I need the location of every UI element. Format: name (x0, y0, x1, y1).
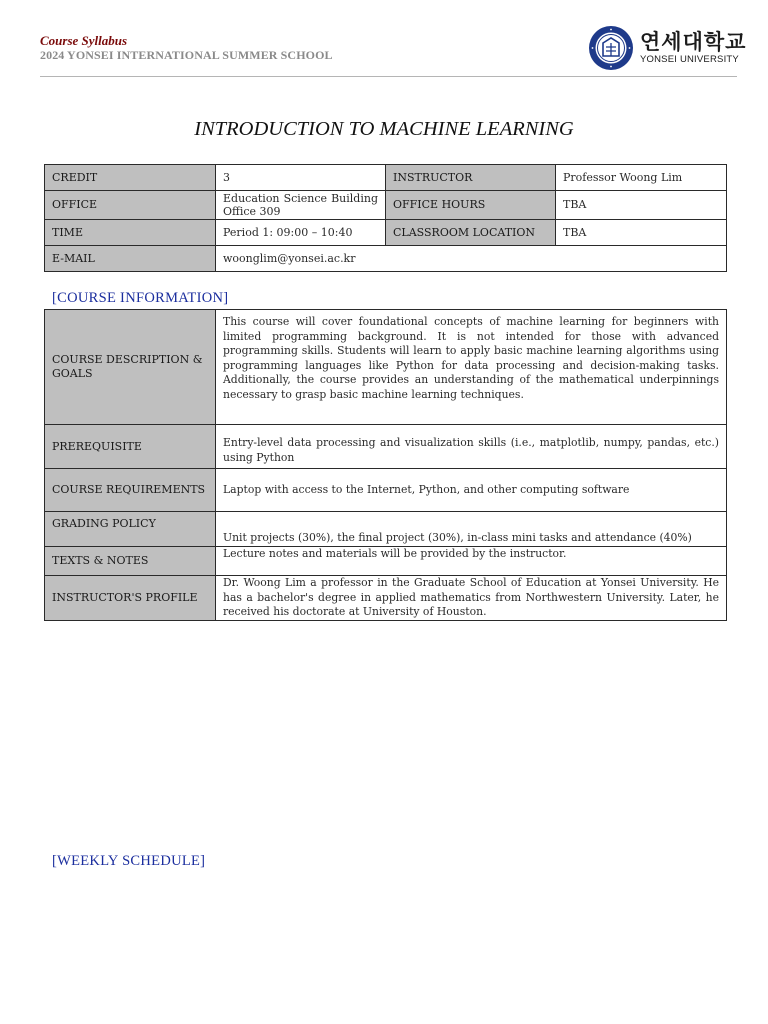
instructor-label: INSTRUCTOR (386, 165, 556, 191)
course-title: INTRODUCTION TO MACHINE LEARNING (194, 118, 574, 140)
office-value: Education Science Building Office 309 (216, 191, 386, 220)
table-row (45, 576, 727, 621)
course-description-value: This course will cover foundational concepts of machine learning for beginners with limited programming background. It is not intended for those with advanced programming skills. Students will learn to apply basic machine learning algorithms using programming languages like Python for data processing and decision-making tasks. Additionally, the course provides an understanding of the mathematical underpinnings necessary to grasp basic machine learning techniques. (216, 310, 727, 425)
course-information-heading: [COURSE INFORMATION] (52, 290, 229, 306)
instructor-value: Professor Woong Lim (556, 165, 727, 191)
credit-label: CREDIT (45, 165, 216, 191)
instructor-profile-value: Dr. Woong Lim a professor in the Graduate School of Education at Yonsei University. He has a bachelor's degree in applied mathematics from Northwestern University. Later, he received his doctorate at University of Houston. (216, 576, 727, 621)
grading-policy-value: Unit projects (30%), the final project (30%), in-class mini tasks and attendance (40%) (216, 512, 727, 547)
office-hours-value: TBA (556, 191, 727, 220)
table-row (45, 310, 727, 425)
texts-notes-value: Lecture notes and materials will be provided by the instructor. (216, 547, 727, 576)
logo-english-name: YONSEI UNIVERSITY (640, 54, 739, 65)
doc-type-label: Course Syllabus (40, 33, 128, 48)
course-requirements-value: Laptop with access to the Internet, Python, and other computing software (216, 469, 727, 512)
credit-value: 3 (216, 165, 386, 191)
course-requirements-label: COURSE REQUIREMENTS (45, 469, 216, 512)
grading-policy-label: GRADING POLICY (45, 512, 216, 547)
texts-notes-label: TEXTS & NOTES (45, 547, 216, 576)
table-row (45, 165, 727, 191)
time-label: TIME (45, 220, 216, 246)
office-label: OFFICE (45, 191, 216, 220)
university-seal-icon (588, 25, 634, 71)
prerequisite-label: PREREQUISITE (45, 425, 216, 469)
table-row (45, 246, 727, 272)
instructor-profile-label: INSTRUCTOR'S PROFILE (45, 576, 216, 621)
table-row (45, 469, 727, 512)
basic-info-table (44, 164, 727, 272)
logo-korean-name: 연세대학교 (640, 30, 747, 54)
prerequisite-value: Entry-level data processing and visualization skills (i.e., matplotlib, numpy, pandas, etc.) using Python (216, 425, 727, 469)
email-value: woonglim@yonsei.ac.kr (216, 246, 727, 272)
header-divider (40, 76, 737, 77)
program-label: 2024 YONSEI INTERNATIONAL SUMMER SCHOOL (40, 48, 333, 62)
email-label: E-MAIL (45, 246, 216, 272)
office-hours-label: OFFICE HOURS (386, 191, 556, 220)
table-row (45, 512, 727, 547)
table-row (45, 425, 727, 469)
document-header (40, 33, 333, 62)
course-description-label: COURSE DESCRIPTION & GOALS (45, 310, 216, 425)
table-row (45, 547, 727, 576)
classroom-value: TBA (556, 220, 727, 246)
time-value: Period 1: 09:00 – 10:40 (216, 220, 386, 246)
yonsei-logo (588, 25, 746, 71)
course-information-table (44, 309, 727, 621)
table-row (45, 191, 727, 220)
weekly-schedule-heading: [WEEKLY SCHEDULE] (52, 853, 206, 869)
table-row (45, 220, 727, 246)
classroom-label: CLASSROOM LOCATION (386, 220, 556, 246)
